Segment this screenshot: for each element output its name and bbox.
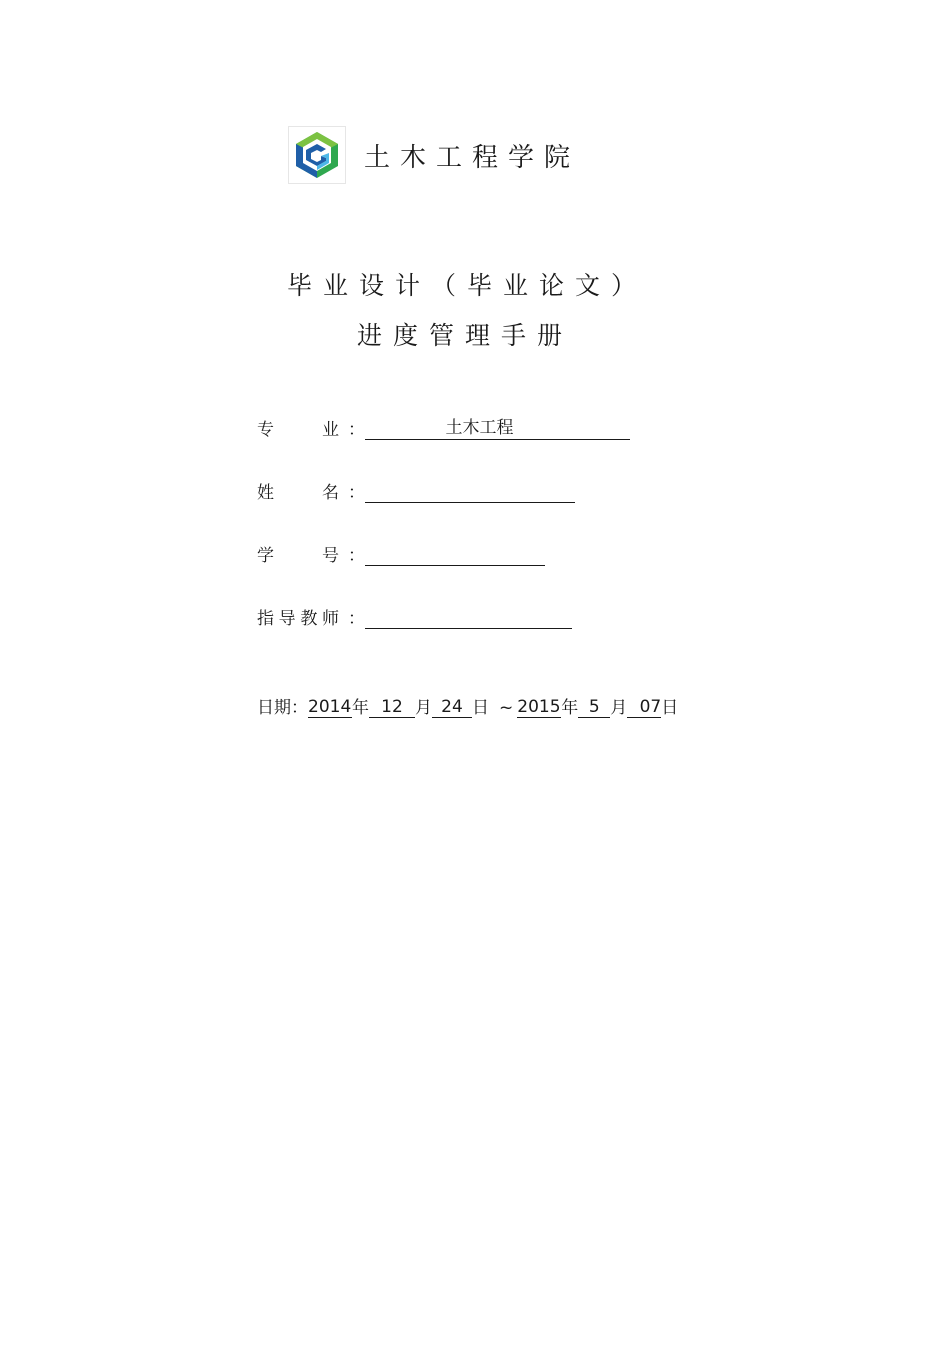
school-logo-icon	[288, 126, 346, 184]
student-id-label-colon: ：	[348, 546, 365, 566]
end-day[interactable]: 07	[627, 697, 661, 718]
tutor-label-text: 指导教师	[257, 609, 339, 629]
tutor-label-colon: ：	[348, 609, 365, 629]
start-month[interactable]: 12	[369, 697, 415, 718]
date-label: 日期：	[257, 698, 308, 718]
header	[288, 126, 580, 184]
start-day[interactable]: 24	[432, 697, 472, 718]
end-month[interactable]: 5	[578, 697, 610, 718]
major-field[interactable]: 土木工程	[365, 418, 630, 440]
start-day-unit: 日	[472, 698, 489, 718]
major-label	[257, 415, 365, 440]
name-label	[257, 478, 365, 503]
end-year-unit: 年	[561, 698, 579, 718]
start-month-unit: 月	[415, 698, 432, 718]
end-day-unit: 日	[661, 698, 679, 718]
student-id-label-text: 学 号	[257, 546, 339, 566]
major-label-text: 专 业	[257, 420, 339, 440]
student-id-label	[257, 541, 365, 566]
tutor-field[interactable]	[365, 607, 572, 629]
tutor-label	[257, 604, 365, 629]
date-separator: ~	[499, 698, 514, 718]
start-year[interactable]: 2014	[308, 697, 352, 717]
student-id-field-row	[257, 542, 545, 566]
end-year[interactable]: 2015	[517, 697, 561, 717]
name-label-text: 姓 名	[257, 483, 339, 503]
school-name: 土木工程学院	[364, 142, 581, 173]
start-year-unit: 年	[352, 698, 369, 718]
document-subtitle: 进度管理手册	[356, 321, 573, 350]
student-id-field[interactable]	[365, 544, 545, 566]
name-label-colon: ：	[348, 483, 365, 503]
end-month-unit: 月	[610, 698, 628, 718]
major-field-row	[257, 416, 630, 440]
document-title: 毕业设计（毕业论文）	[286, 271, 647, 300]
name-field-row	[257, 479, 575, 503]
major-label-colon: ：	[348, 420, 365, 440]
name-field[interactable]	[365, 481, 575, 503]
date-row	[257, 693, 678, 718]
tutor-field-row	[257, 605, 572, 629]
